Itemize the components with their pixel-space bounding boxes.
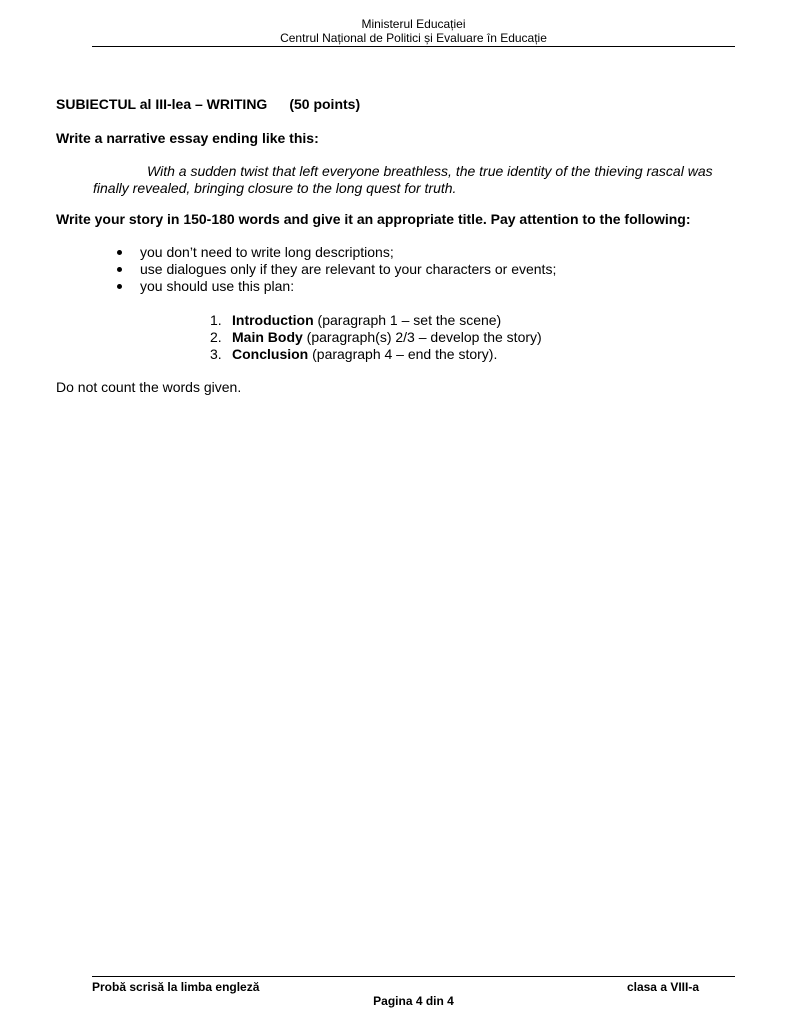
story-ending-quote: With a sudden twist that left everyone breathless, the true identity of the thieving rascal was finally revealed, bringing closure to the long quest for truth.	[93, 163, 713, 196]
footer-divider	[92, 976, 735, 977]
bullet-icon	[117, 284, 122, 289]
list-item	[115, 278, 556, 295]
task-prompt: Write a narrative essay ending like this:	[56, 130, 319, 146]
footer-grade: clasa a VIII-a	[626, 980, 699, 994]
header-center: Centrul Național de Politici și Evaluare în Educație	[280, 31, 547, 45]
page-header	[92, 17, 735, 45]
plan-detail: (paragraph 1 – set the scene)	[313, 312, 502, 328]
plan-item	[210, 346, 542, 363]
section-title	[56, 96, 360, 112]
guideline-text: you don’t need to write long descriptions;	[140, 244, 394, 260]
essay-plan	[210, 312, 542, 363]
list-item	[115, 244, 556, 261]
plan-label: Conclusion	[232, 346, 309, 362]
guideline-text: use dialogues only if they are relevant to your characters or events;	[140, 261, 557, 277]
guideline-text: you should use this plan:	[140, 278, 295, 294]
plan-detail: (paragraph 4 – end the story).	[308, 346, 498, 362]
plan-number: 2.	[210, 329, 222, 345]
bullet-icon	[117, 267, 122, 272]
list-item	[115, 261, 556, 278]
plan-label: Introduction	[232, 312, 314, 328]
plan-item	[210, 312, 542, 329]
section-points: (50 points)	[289, 96, 361, 112]
plan-label: Main Body	[232, 329, 303, 345]
plan-number: 3.	[210, 346, 222, 362]
bullet-icon	[117, 250, 122, 255]
plan-number: 1.	[210, 312, 222, 328]
footer-exam-name: Probă scrisă la limba engleză	[92, 980, 260, 994]
guidelines-list	[115, 244, 556, 295]
plan-item	[210, 329, 542, 346]
writing-instructions: Write your story in 150-180 words and give it an appropriate title. Pay attention to the following:	[56, 211, 691, 227]
plan-detail: (paragraph(s) 2/3 – develop the story)	[302, 329, 542, 345]
header-divider	[92, 46, 735, 47]
section-title-text: SUBIECTUL al III-lea – WRITING	[56, 96, 268, 112]
word-count-note: Do not count the words given.	[56, 379, 242, 395]
footer-page-number: Pagina 4 din 4	[373, 994, 454, 1008]
header-ministry: Ministerul Educației	[361, 17, 466, 31]
